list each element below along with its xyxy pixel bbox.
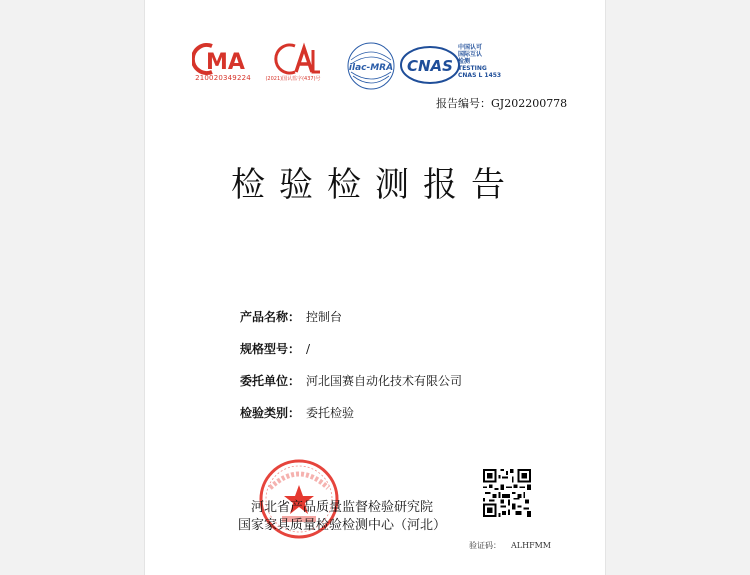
field-value: 河北国赛自动化技术有限公司 — [306, 374, 463, 388]
cnas-logo-text: CNAS — [407, 57, 453, 75]
field-model — [240, 340, 310, 357]
field-value: / — [306, 342, 311, 356]
field-label: 检验类别： — [240, 406, 301, 420]
verification-value: ALHFMM — [511, 541, 551, 550]
cma-number: 210020349224 — [195, 74, 251, 82]
cma-logo-text: MA — [206, 50, 245, 75]
document-title: 检验检测报告 — [231, 165, 519, 205]
field-value: 委托检验 — [306, 406, 355, 420]
field-client — [240, 372, 462, 389]
cnas-logo — [400, 44, 462, 86]
cnas-side-text: 中国认可 国际互认 检测 TESTING CNAS L 1453 — [458, 44, 502, 79]
qr-code-icon[interactable] — [483, 469, 531, 517]
report-number-value: GJ202200778 — [491, 97, 568, 110]
verification-code — [469, 540, 551, 551]
institution-name: 河北省产品质量监督检验研究院 — [250, 500, 433, 515]
ilac-logo-text: ilac-MRA — [348, 63, 394, 73]
verification-label: 验证码： — [469, 541, 501, 550]
cal-number: (2021)国认监字(437)号 — [265, 76, 321, 82]
field-label: 委托单位： — [240, 374, 301, 388]
ilac-mra-logo — [343, 40, 399, 92]
field-label: 产品名称： — [240, 310, 301, 324]
report-number-label: 报告编号： — [436, 97, 491, 110]
field-inspection-type — [240, 404, 354, 421]
field-value: 控制台 — [306, 310, 343, 324]
field-product-name — [240, 308, 342, 325]
field-label: 规格型号： — [240, 342, 301, 356]
institution-center: 国家家具质量检验检测中心（河北） — [237, 518, 446, 533]
report-number — [436, 95, 567, 111]
